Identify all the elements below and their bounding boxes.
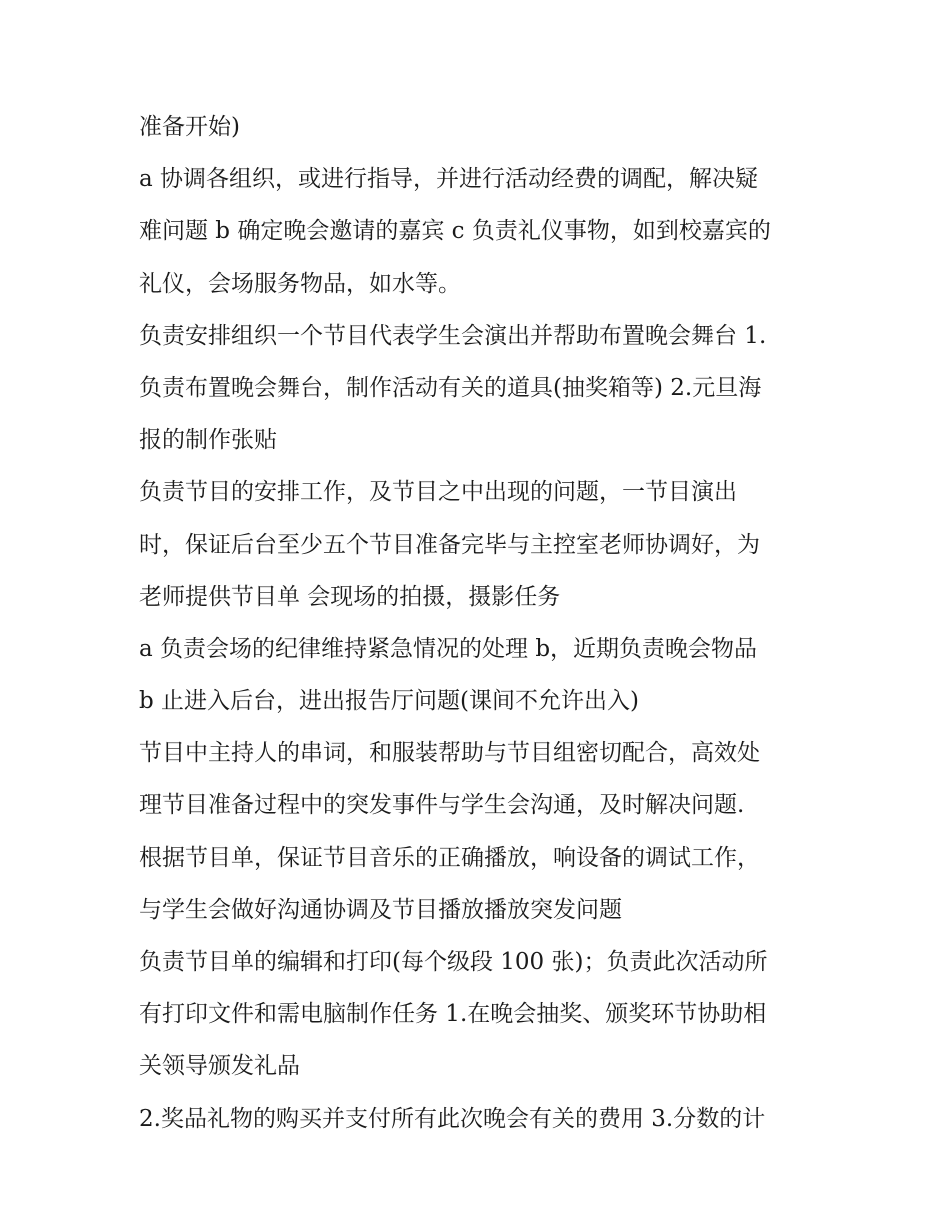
- text-line: 节目中主持人的串词，和服装帮助与节目组密切配合，高效处: [139, 740, 760, 767]
- text-line: b 止进入后台，进出报告厅问题(课间不允许出入): [139, 688, 639, 715]
- text-line: 与学生会做好沟通协调及节目播放播放突发问题: [139, 896, 622, 923]
- text-line: 礼仪，会场服务物品，如水等。: [139, 270, 461, 297]
- text-line: 理节目准备过程中的突发事件与学生会沟通，及时解决问题.: [139, 792, 745, 819]
- text-line: 关领导颁发礼品: [139, 1053, 300, 1080]
- text-line: 负责节目单的编辑和打印(每个级段 100 张)；负责此次活动所: [139, 949, 768, 975]
- text-line: 老师提供节目单 会现场的拍摄，摄影任务: [139, 583, 561, 610]
- text-line: 时，保证后台至少五个节目准备完毕与主控室老师协调好，为: [139, 531, 760, 558]
- text-line: 报的制作张贴: [139, 427, 277, 454]
- text-line: a 负责会场的纪律维持紧急情况的处理 b，近期负责晚会物品: [139, 635, 758, 662]
- text-line: 负责布置晚会舞台，制作活动有关的道具(抽奖箱等) 2.元旦海: [139, 374, 762, 401]
- text-line: 准备开始): [139, 114, 240, 140]
- text-line: 根据节目单，保证节目音乐的正确播放，响设备的调试工作，: [139, 844, 760, 871]
- document-body: [139, 108, 819, 1152]
- text-line: 负责节目的安排工作，及节目之中出现的问题，一节目演出: [139, 479, 737, 506]
- text-line: 有打印文件和需电脑制作任务 1.在晚会抽奖、颁奖环节协助相: [139, 1001, 767, 1028]
- text-line: a 协调各组织，或进行指导，并进行活动经费的调配，解决疑: [139, 166, 759, 193]
- text-line: 负责安排组织一个节目代表学生会演出并帮助布置晚会舞台 1.: [139, 322, 767, 349]
- text-line: 难问题 b 确定晚会邀请的嘉宾 c 负责礼仪事物，如到校嘉宾的: [139, 218, 771, 245]
- text-line: 2.奖品礼物的购买并支付所有此次晚会有关的费用 3.分数的计: [139, 1105, 766, 1132]
